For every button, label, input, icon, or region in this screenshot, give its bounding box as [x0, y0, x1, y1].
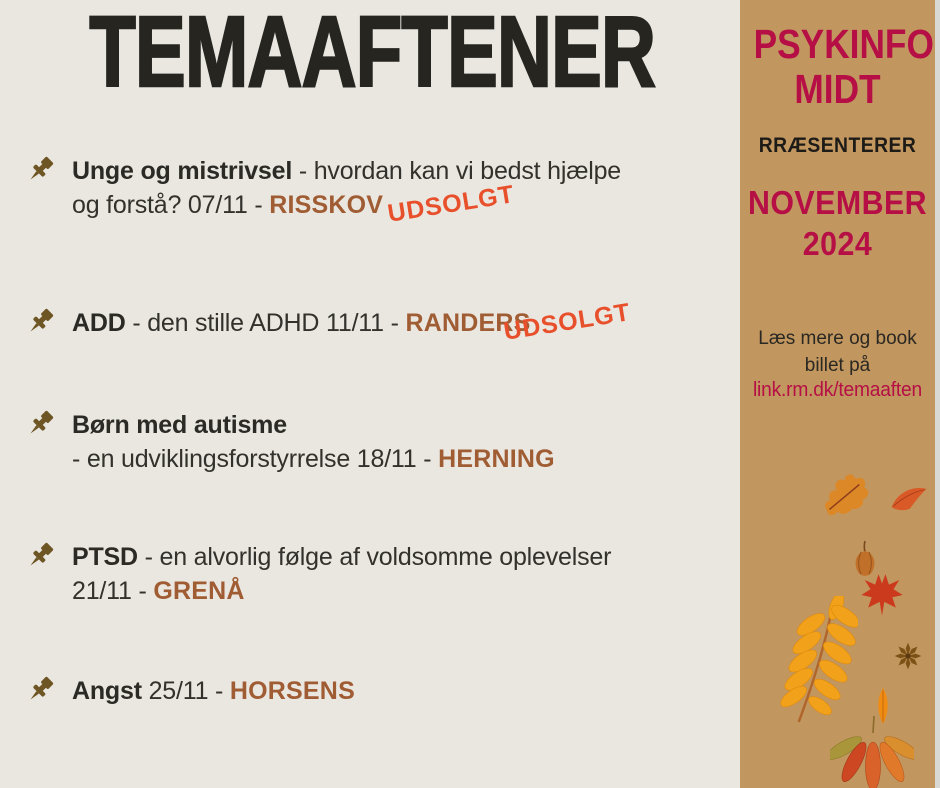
event-text [72, 674, 700, 708]
event-item-unge-og-mistrivsel [0, 154, 740, 228]
presents-label: RRÆSENTERER [758, 134, 917, 157]
event-city: GRENÅ [153, 577, 245, 605]
event-item-add [0, 298, 740, 346]
event-description-line2: og forstå? 07/11 - [72, 191, 270, 219]
event-description-line2: - en udviklingsforstyrrelse 18/11 - [72, 445, 439, 473]
page-title: TEMAAFTENER [89, 0, 656, 108]
brand-line2: MIDT [794, 66, 881, 112]
event-title: ADD [72, 309, 126, 337]
pushpin-icon [25, 408, 56, 439]
red-leaf-fragment-icon [890, 482, 928, 514]
event-description-line2: 21/11 - [72, 577, 154, 605]
pushpin-icon [25, 154, 56, 185]
event-text [72, 540, 700, 608]
sold-out-badge: UDSOLGT [385, 180, 517, 228]
event-text [72, 408, 700, 476]
brand-title [753, 21, 934, 112]
event-description: - en alvorlig følge af voldsomme oplevelser [137, 543, 612, 571]
page-title-wrap [0, 0, 740, 108]
event-item-angst [0, 674, 740, 708]
creeper-leaf-icon [830, 716, 914, 788]
month-line2: 2024 [802, 225, 873, 262]
event-city: RISSKOV [269, 191, 384, 219]
oak-leaf-icon [818, 468, 872, 518]
event-city: RANDERS [405, 309, 531, 337]
event-description: - hvordan kan vi bedst hjælpe [292, 157, 621, 185]
event-title: Angst [72, 677, 142, 705]
event-description: 25/11 - [141, 677, 230, 705]
event-item-ptsd [0, 540, 740, 608]
event-city: HERNING [438, 445, 555, 473]
event-description: - den stille ADHD 11/11 - [125, 309, 406, 337]
event-text [72, 154, 700, 222]
pushpin-icon [25, 306, 56, 337]
star-anise-icon [892, 640, 924, 672]
event-title: Børn med autisme [72, 411, 287, 439]
info-text [740, 325, 935, 379]
right-edge-strip [935, 0, 940, 788]
sidebar-panel [740, 0, 935, 788]
info-line2: billet på [804, 355, 871, 376]
booking-link: link.rm.dk/temaaften [752, 379, 923, 401]
rowan-leaf-icon [774, 596, 858, 726]
pushpin-icon [25, 540, 56, 571]
event-item-born-med-autisme [0, 408, 740, 476]
pushpin-icon [25, 674, 56, 705]
maple-leaf-icon [858, 572, 906, 618]
month-line1: NOVEMBER [747, 184, 928, 221]
event-title: PTSD [72, 543, 138, 571]
event-city: HORSENS [229, 677, 355, 705]
event-title: Unge og mistrivsel [72, 157, 293, 185]
sold-out-badge: UDSOLGT [501, 298, 633, 346]
month-label [748, 182, 927, 264]
info-line1: Læs mere og book [758, 328, 917, 349]
brand-line1: PSYKINFO [753, 21, 934, 67]
